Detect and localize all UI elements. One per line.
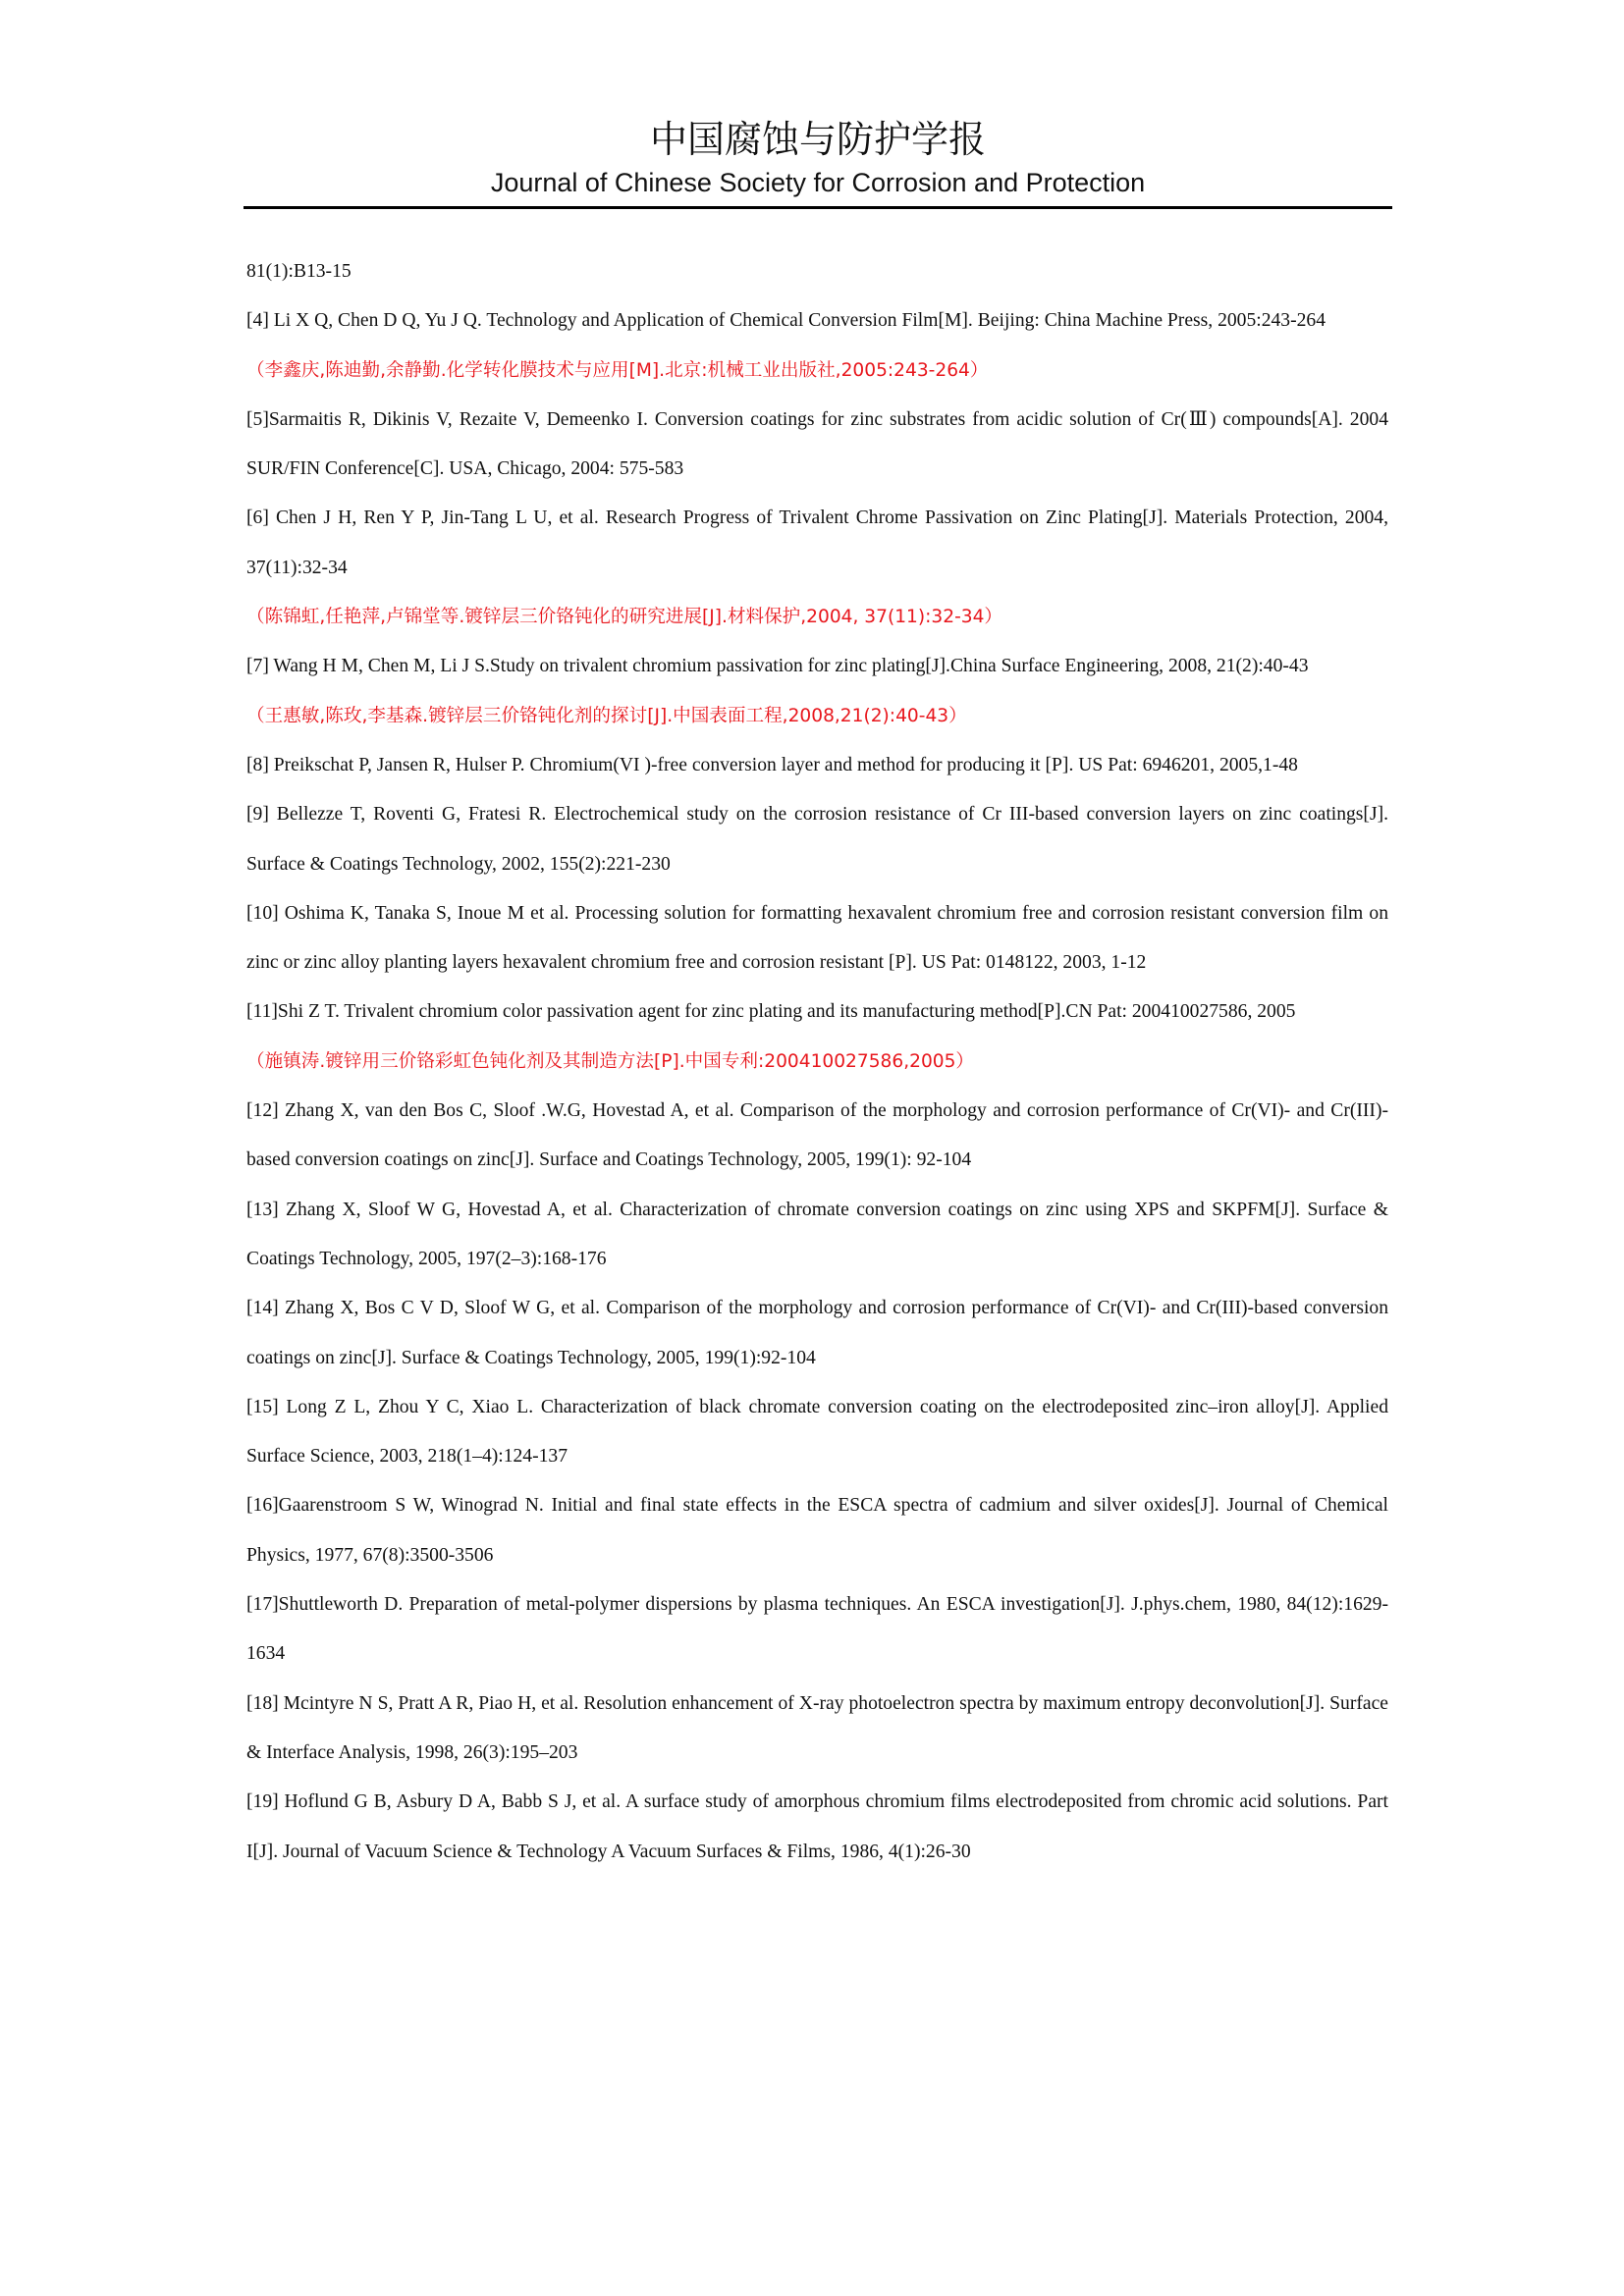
journal-title-english: Journal of Chinese Society for Corrosion and Protection xyxy=(490,168,1146,197)
reference-entry: [16]Gaarenstroom S W, Winograd N. Initial and final state effects in the ESCA spectra of cadmium and silver oxides[J]. Journal of Chemical Physics, 1977, 67(8):3500-3506 xyxy=(246,1495,1388,1566)
reference-entry: [10] Oshima K, Tanaka S, Inoue M et al. Processing solution for formatting hexavalent chromium free and corrosion resistant conversion film on zinc or zinc alloy planting layers hexavalent chromium free and corrosion resistant [P]. US Pat: 0148122, 2003, 1-12 xyxy=(246,902,1388,974)
reference-list xyxy=(246,247,1388,1877)
journal-header xyxy=(244,110,1392,208)
header-divider xyxy=(244,206,1392,209)
reference-entry: [13] Zhang X, Sloof W G, Hovestad A, et al. Characterization of chromate conversion coatings on zinc using XPS and SKPFM[J]. Surface & Coatings Technology, 2005, 197(2–3):168-176 xyxy=(246,1199,1388,1269)
reference-entry: [11]Shi Z T. Trivalent chromium color passivation agent for zinc plating and its manufacturing method[P].CN Pat: 200410027586, 2005 xyxy=(246,1001,1296,1023)
reference-entry-chinese: （施镇涛.镀锌用三价铬彩虹色钝化剂及其制造方法[P].中国专利:200410027586,2005） xyxy=(246,1050,975,1072)
journal-title-chinese: 中国腐蚀与防护学报 xyxy=(649,118,986,161)
reference-entry-chinese: （陈锦虹,任艳萍,卢锦堂等.镀锌层三价铬钝化的研究进展[J].材料保护,2004, 37(11):32-34） xyxy=(246,607,1003,628)
reference-entry: [19] Hoflund G B, Asbury D A, Babb S J, et al. A surface study of amorphous chromium films electrodeposited from chromic acid solutions. Part I[J]. Journal of Vacuum Science & Technology A Vacuum Surfaces & Films, 1986, 4(1):26-30 xyxy=(246,1791,1388,1862)
reference-entry: [6] Chen J H, Ren Y P, Jin-Tang L U, et al. Research Progress of Trivalent Chrome Passivation on Zinc Plating[J]. Materials Protection, 2004, 37(11):32-34 xyxy=(246,507,1388,578)
reference-entry: [7] Wang H M, Chen M, Li J S.Study on trivalent chromium passivation for zinc plating[J].China Surface Engineering, 2008, 21(2):40-43 xyxy=(246,656,1309,677)
reference-entry: [12] Zhang X, van den Bos C, Sloof .W.G, Hovestad A, et al. Comparison of the morphology and corrosion performance of Cr(VI)- and Cr(III)-based conversion coatings on zinc[J]. Surface and Coatings Technology, 2005, 199(1): 92-104 xyxy=(246,1100,1388,1171)
reference-entry: [17]Shuttleworth D. Preparation of metal-polymer dispersions by plasma techniques. An ESCA investigation[J]. J.phys.chem, 1980, 84(12):1629-1634 xyxy=(246,1594,1388,1665)
reference-entry: 81(1):B13-15 xyxy=(246,261,352,282)
reference-entry: [4] Li X Q, Chen D Q, Yu J Q. Technology and Application of Chemical Conversion Film[M]. Beijing: China Machine Press, 2005:243-264 xyxy=(246,310,1326,332)
reference-entry: [8] Preikschat P, Jansen R, Hulser P. Chromium(VI )-free conversion layer and method for producing it [P]. US Pat: 6946201, 2005,1-48 xyxy=(246,754,1298,775)
reference-entry: [9] Bellezze T, Roventi G, Fratesi R. Electrochemical study on the corrosion resistance of Cr III-based conversion layers on zinc coatings[J]. Surface & Coatings Technology, 2002, 155(2):221-230 xyxy=(246,804,1388,875)
reference-entry: [15] Long Z L, Zhou Y C, Xiao L. Characterization of black chromate conversion coating on the electrodeposited zinc–iron alloy[J]. Applied Surface Science, 2003, 218(1–4):124-137 xyxy=(246,1396,1388,1468)
reference-entry-chinese: （李鑫庆,陈迪勤,余静勤.化学转化膜技术与应用[M].北京:机械工业出版社,2005:243-264） xyxy=(246,359,989,381)
reference-entry: [14] Zhang X, Bos C V D, Sloof W G, et al. Comparison of the morphology and corrosion performance of Cr(VI)- and Cr(III)-based conversion coatings on zinc[J]. Surface & Coatings Technology, 2005, 199(1):92-104 xyxy=(246,1298,1388,1368)
reference-entry: [5]Sarmaitis R, Dikinis V, Rezaite V, Demeenko I. Conversion coatings for zinc substrates from acidic solution of Cr(Ⅲ) compounds[A]. 2004 SUR/FIN Conference[C]. USA, Chicago, 2004: 575-583 xyxy=(246,408,1388,480)
reference-entry: [18] Mcintyre N S, Pratt A R, Piao H, et al. Resolution enhancement of X-ray photoelectron spectra by maximum entropy deconvolution[J]. Surface & Interface Analysis, 1998, 26(3):195–203 xyxy=(246,1692,1388,1763)
reference-entry-chinese: （王惠敏,陈玫,李基森.镀锌层三价铬钝化剂的探讨[J].中国表面工程,2008,21(2):40-43） xyxy=(246,705,967,726)
